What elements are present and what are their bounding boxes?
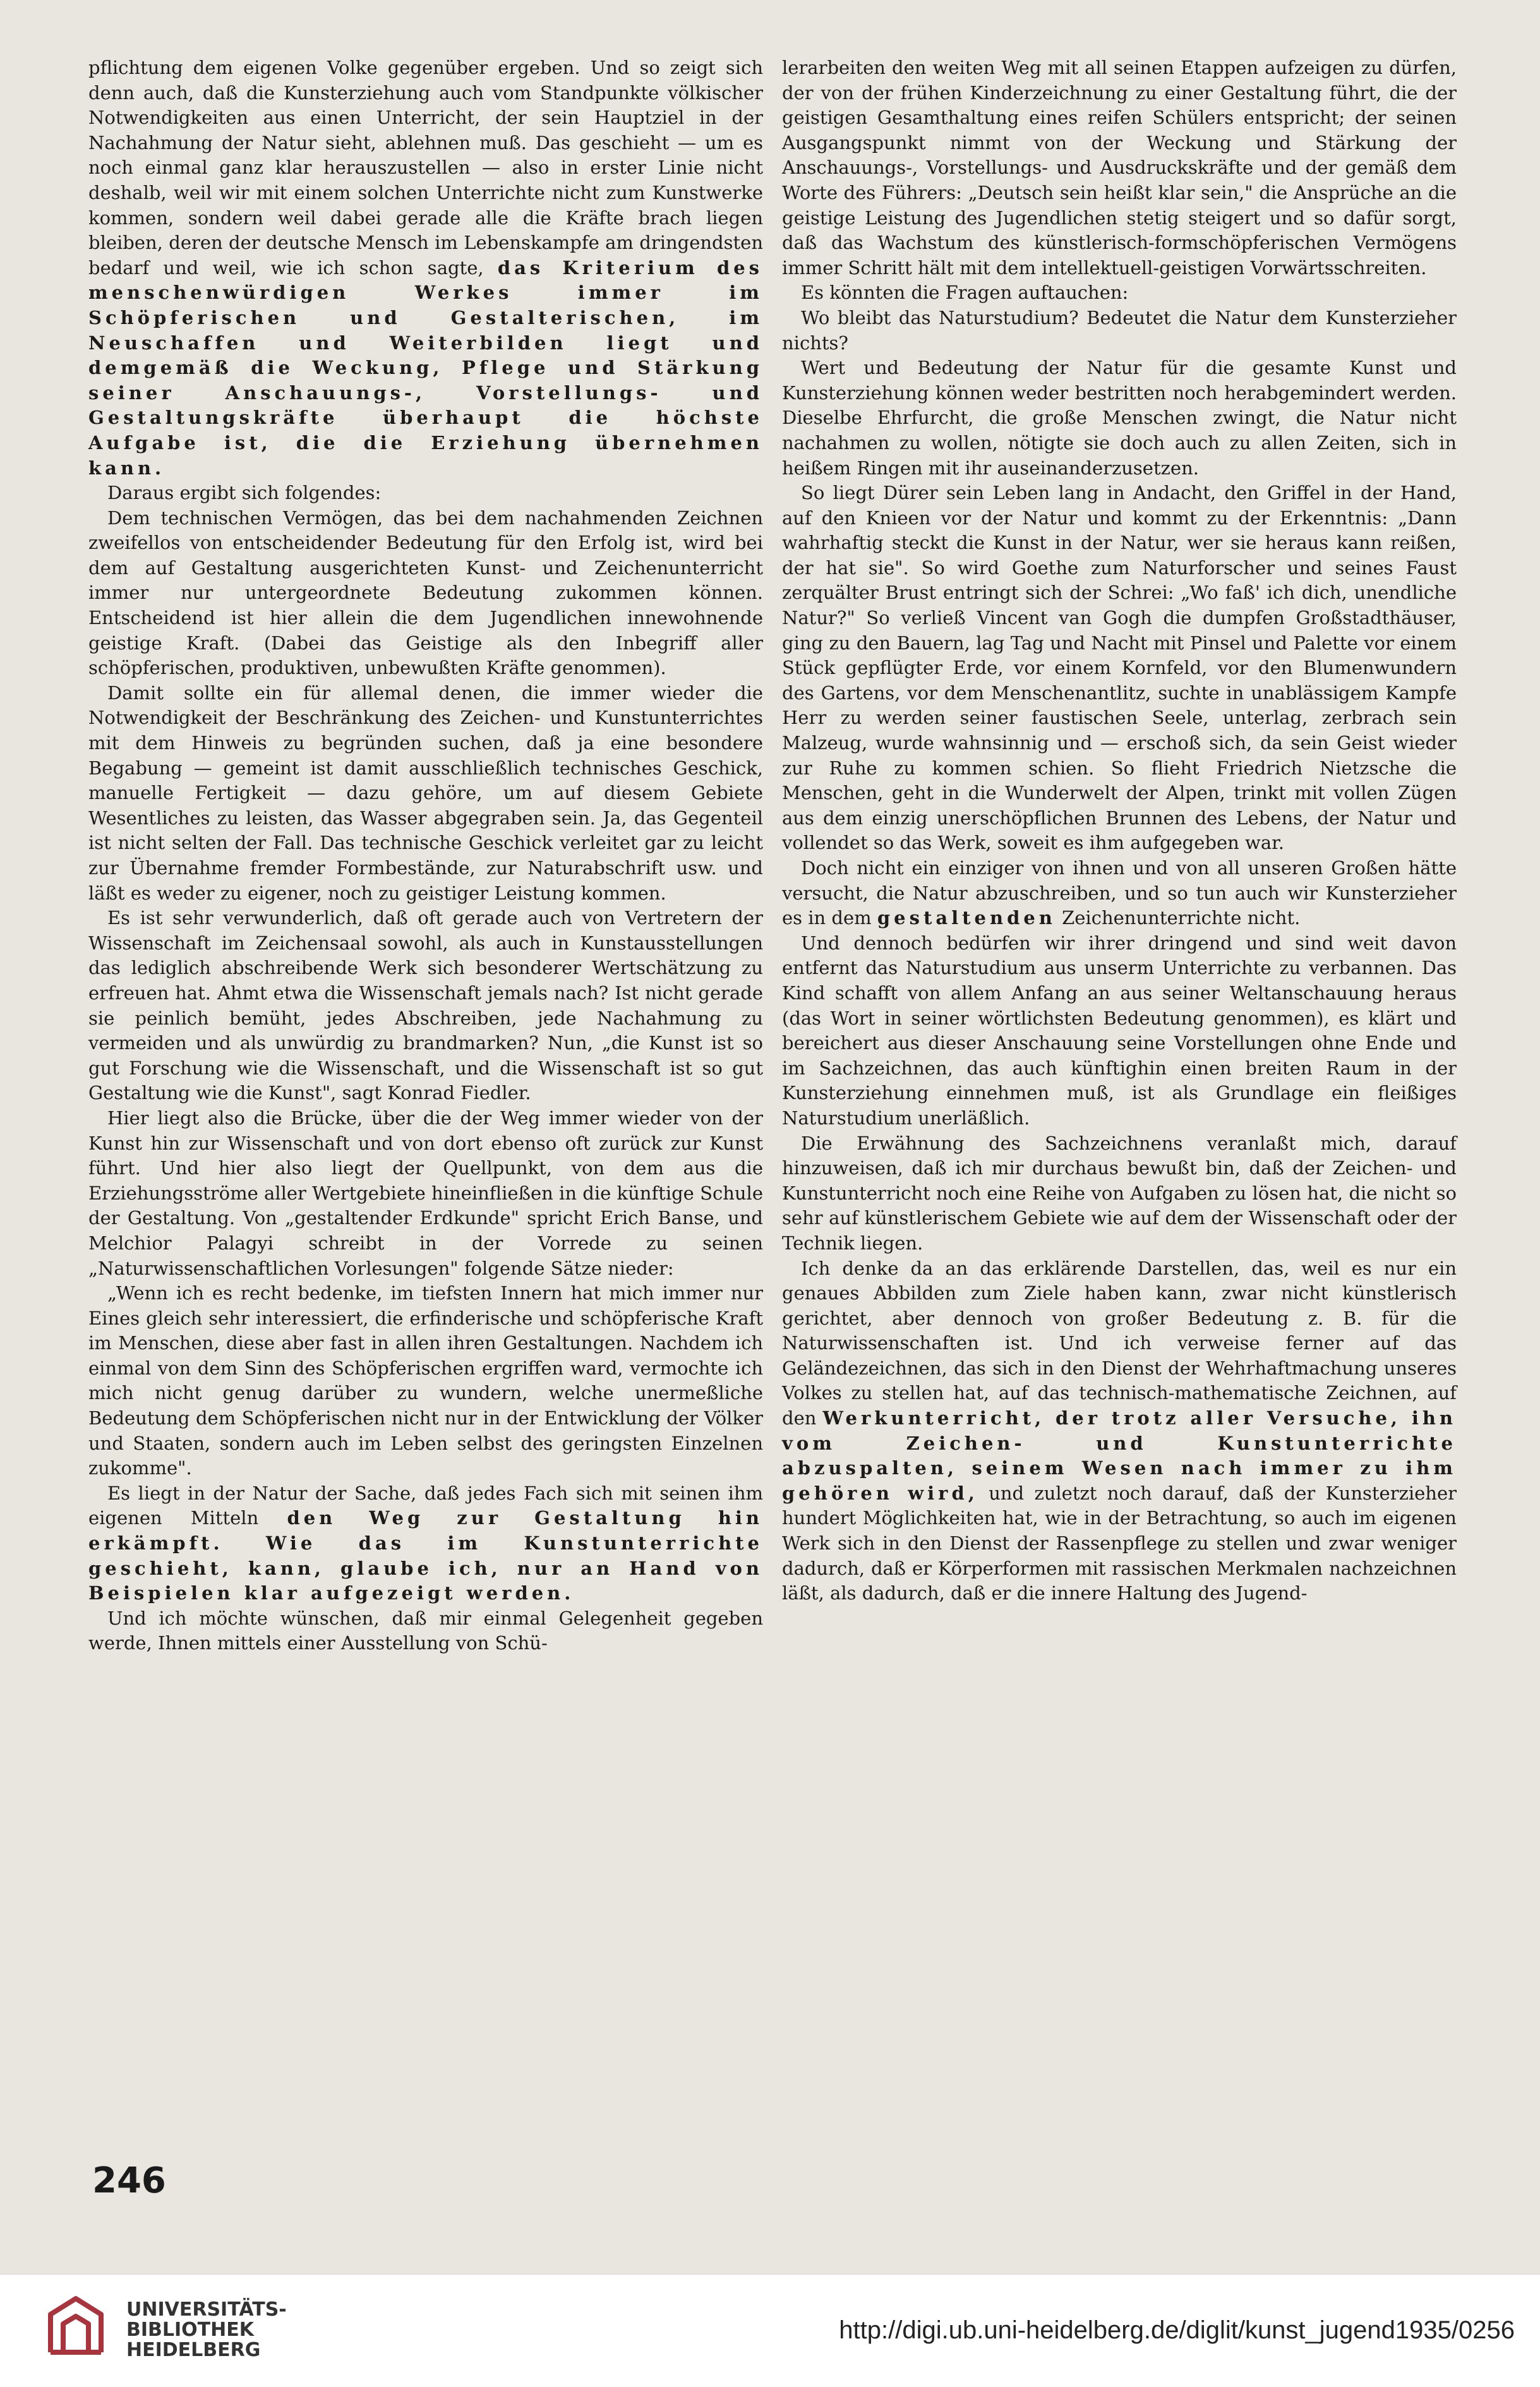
paragraph: Und dennoch bedürfen wir ihrer dringend und sind weit davon entfernt das Naturstudium aus unserm Unterrichte zu verbannen. Das Kind schafft von allem Anfang an aus seiner Weltanschauung heraus (das Wort in seiner wörtlichsten Bedeutung genommen), es klärt und bereichert aus dieser Anschauung seine Vorstellungen ohne Ende und im Sachzeichnen, das auch künftighin einen breiten Raum in der Kunsterziehung einnehmen muß, ist als Grundlage ein fleißiges Naturstudium unerläßlich. [782,932,1457,1129]
text-column-left [88,56,763,1656]
paragraph [782,856,1457,931]
paragraph: Dem technischen Vermögen, das bei dem nachahmenden Zeichnen zweifellos von entscheidender Bedeutung für den Erfolg ist, wird bei dem auf Gestaltung ausgerichteten Kunst- und Zeichenunterricht immer nur untergeordnete Bedeutung zukommen können. Entscheidend ist hier allein die dem Jugendlichen innewohnende geistige Kraft. (Dabei das Geistige als den Inbegriff aller schöpferischen, produktiven, unbewußten Kräfte genommen). [88,507,763,679]
paragraph: Es könnten die Fragen auftauchen: [801,282,1129,304]
source-url-link[interactable]: http://digi.ub.uni-heidelberg.de/diglit/kunst_jugend1935/0256 [839,2316,1515,2344]
paragraph-text: Zeichenunterrichte nicht. [1062,907,1301,929]
paragraph-text: Es liegt in der Natur der Sache, daß jedes Fach sich mit seinen ihm eigenen Mitteln [88,1482,763,1529]
text-column-right [782,56,1457,1606]
paragraph [88,56,763,481]
paragraph-text: Doch nicht ein einziger von ihnen und von all unseren Großen hätte versucht, die Natur abzuschreiben, und so tun auch wir Kunsterzieher es in dem [782,857,1457,929]
paragraph: Wert und Bedeutung der Natur für die gesamte Kunst und Kunsterziehung können weder bestritten noch herabgemindert werden. Dieselbe Ehrfurcht, die große Menschen zwingt, die Natur nicht nachahmen zu wollen, nötigte sie doch auch zu allen Zeiten, sich in heißem Ringen mit ihr auseinanderzusetzen. [782,357,1457,479]
paragraph-text: Ich denke da an das erklärende Darstellen, das, weil es nur ein genaues Abbilden zum Ziele haben kann, zwar nicht künstlerisch gerichtet, aber dennoch von großer Bedeutung z. B. für die Naturwissenschaften ist. Und ich verweise ferner auf das Geländezeichnen, das sich in den Dienst der Wehrhaftmachung unseres Volkes zu stellen hat, auf das technisch-mathematische Zeichnen, auf den [782,1257,1457,1429]
paragraph-text: pflichtung dem eigenen Volke gegenüber ergeben. Und so zeigt sich denn auch, daß die Kunsterziehung auch vom Standpunkte völkischer Notwendigkeiten aus einen Unterricht, der sein Hauptziel in der Nachahmung der Natur sieht, ablehnen muß. Das geschieht — um es noch einmal ganz klar herauszustellen — also in erster Linie nicht deshalb, weil wir mit einem solchen Unterrichte nicht zum Kunstwerke kommen, sondern weil dabei gerade alle die Kräfte brach liegen bleiben, deren der deutsche Mensch im Lebenskampfe am dringendsten bedarf und weil, wie ich schon sagte, [88,57,763,279]
paragraph: Wo bleibt das Naturstudium? Bedeutet die Natur dem Kunsterzieher nichts? [782,306,1457,354]
paragraph: Daraus ergibt sich folgendes: [107,482,382,504]
paragraph: lerarbeiten den weiten Weg mit all seinen Etappen aufzeigen zu dürfen, der von der frühen Kinderzeichnung zu einer Gestaltung führt, die der geistigen Gesamthaltung eines reifen Schülers entspricht; der seinen Ausgangspunkt nimmt von der Weckung und Stärkung der Anschauungs-, Vorstellungs- und Ausdruckskräfte und der gemäß dem Worte des Führers: „Deutsch sein heißt klar sein," die Ansprüche an die geistige Leistung des Jugendlichen stetig steigert und so dafür sorgt, daß das Wachstum des künstlerisch-formschöpferischen Vermögens immer Schritt hält mit dem intellektuell-geistigen Vorwärtsschreiten. [782,57,1457,279]
paragraph: Damit sollte ein für allemal denen, die immer wieder die Notwendigkeit der Beschränkung des Zeichen- und Kunstunterrichtes mit dem Hinweis zu begründen suchen, daß ja eine besondere Begabung — gemeint ist damit ausschließlich technisches Geschick, manuelle Fertigkeit — dazu gehöre, um auf diesem Gebiete Wesentliches zu leisten, das Wasser abgegraben sein. Ja, das Gegenteil ist nicht selten der Fall. Das technische Geschick verleitet gar zu leicht zur Übernahme fremder Formbestände, zur Naturabschrift usw. und läßt es weder zu eigener, noch zu geistiger Leistung kommen. [88,682,763,904]
spaced-emphasis-text: den Weg zur Gestaltung hin erkämpft. Wie das im Kunstunterrichte geschieht, kann, glaube ich, nur an Hand von Beispielen klar aufgezeigt werden. [88,1507,764,1604]
footer-bar [0,2274,1540,2387]
library-name [126,2300,287,2360]
paragraph-text: und zuletzt noch darauf, daß der Kunsterzieher hundert Möglichkeiten hat, wie in der Betrachtung, so auch im eigenen Werk sich in den Dienst der Rassenpflege zu stellen und zwar weniger dadurch, daß er Körperformen mit rassischen Merkmalen nachzeichnen läßt, als dadurch, daß er die innere Haltung des Jugend- [782,1482,1457,1604]
spaced-emphasis-text: Werkunterricht, der trotz aller Versuche, ihn vom Zeichen- und Kunstunterrichte abzuspalten, seinem Wesen nach immer zu ihm gehören wird, [782,1407,1457,1504]
block-quote: „Wenn ich es recht bedenke, im tiefsten Innern hat mich immer nur Eines gleich sehr interessiert, die erfinderische und schöpferische Kraft im Menschen, diese aber fast in allen ihren Gestaltungen. Nachdem ich einmal von dem Sinn des Schöpferischen ergriffen ward, vermochte ich mich nicht genug darüber zu wundern, welche unermeßliche Bedeutung dem Schöpferischen nicht nur in der Entwicklung der Völker und Staaten, sondern auch im Leben selbst des geringsten Einzelnen zukomme". [88,1282,763,1479]
library-name-line: BIBLIOTHEK [126,2319,254,2341]
library-name-line: UNIVERSITÄTS- [126,2299,287,2321]
library-logo-icon [38,2292,114,2368]
library-name-line: HEIDELBERG [126,2339,261,2361]
paragraph [88,1481,763,1606]
paragraph: Es ist sehr verwunderlich, daß oft gerade auch von Vertretern der Wissenschaft im Zeichensaal sowohl, als auch in Kunstausstellungen das lediglich abschreibende Werk sich besonderer Wertschätzung zu erfreuen hat. Ahmt etwa die Wissenschaft jemals nach? Ist nicht gerade sie peinlich bemüht, jedes Abschreiben, jede Nachahmung zu vermeiden und als unwürdig zu brandmarken? Nun, „die Kunst ist so gut Forschung wie die Wissenschaft, und die Wissenschaft ist so gut Gestaltung wie die Kunst", sagt Konrad Fiedler. [88,907,763,1104]
spaced-emphasis-text: gestaltenden [877,907,1056,929]
paragraph: Die Erwähnung des Sachzeichnens veranlaßt mich, darauf hinzuweisen, daß ich mir durchaus bewußt bin, daß der Zeichen- und Kunstunterricht noch eine Reihe von Aufgaben zu lösen hat, die nicht so sehr auf künstlerischem Gebiete wie auf dem der Wissenschaft oder der Technik liegen. [782,1132,1457,1254]
paragraph: Und ich möchte wünschen, daß mir einmal Gelegenheit gegeben werde, Ihnen mittels einer Ausstellung von Schü- [88,1607,763,1654]
page-number: 246 [92,2160,166,2201]
paragraph: Hier liegt also die Brücke, über die der Weg immer wieder von der Kunst hin zur Wissenschaft und von dort ebenso oft zurück zur Kunst führt. Und hier also liegt der Quellpunkt, von dem aus die Erziehungsströme aller Wertgebiete hineinfließen in die künftige Schule der Gestaltung. Von „gestaltender Erdkunde" spricht Erich Banse, und Melchior Palagyi schreibt in der Vorrede zu seinen „Naturwissenschaftlichen Vorlesungen" folgende Sätze nieder: [88,1107,763,1279]
paragraph [782,1256,1457,1606]
spaced-emphasis-text: das Kriterium des menschenwürdigen Werkes immer im Schöpferischen und Gestalterischen, im Neuschaffen und Weiterbilden liegt und demgemäß die Weckung, Pflege und Stärkung seiner Anschauungs-, Vorstellungs- und Gestaltungskräfte überhaupt die höchste Aufgabe ist, die die Erziehung übernehmen kann. [88,256,763,479]
paragraph: So liegt Dürer sein Leben lang in Andacht, den Griffel in der Hand, auf den Knieen vor der Natur und kommt zu der Erkenntnis: „Dann wahrhaftig steckt die Kunst in der Natur, wer sie heraus kann reißen, der hat sie". So wird Goethe zum Naturforscher und seines Faust zerquälter Brust entringt sich der Schrei: „Wo faß' ich dich, unendliche Natur?" So verließ Vincent van Gogh die dumpfen Großstadthäuser, ging zu den Bauern, lag Tag und Nacht mit Pinsel und Palette vor einem Stück gepflügter Erde, vor einem Kornfeld, vor den Blumenwundern des Gartens, vor dem Menschenantlitz, suchte in unablässigem Kampfe Herr zu werden seiner faustischen Seele, unterlag, zerbrach sein Malzeug, wurde wahnsinnig und — erschoß sich, da sein Geist wieder zur Ruhe zu kommen schien. So flieht Friedrich Nietzsche die Menschen, geht in die Wunderwelt der Alpen, trinkt mit vollen Zügen aus dem einzig unerschöpflichen Brunnen des Lebens, der Natur und vollendet so das Werk, soweit es ihm aufgegeben war. [782,482,1457,854]
